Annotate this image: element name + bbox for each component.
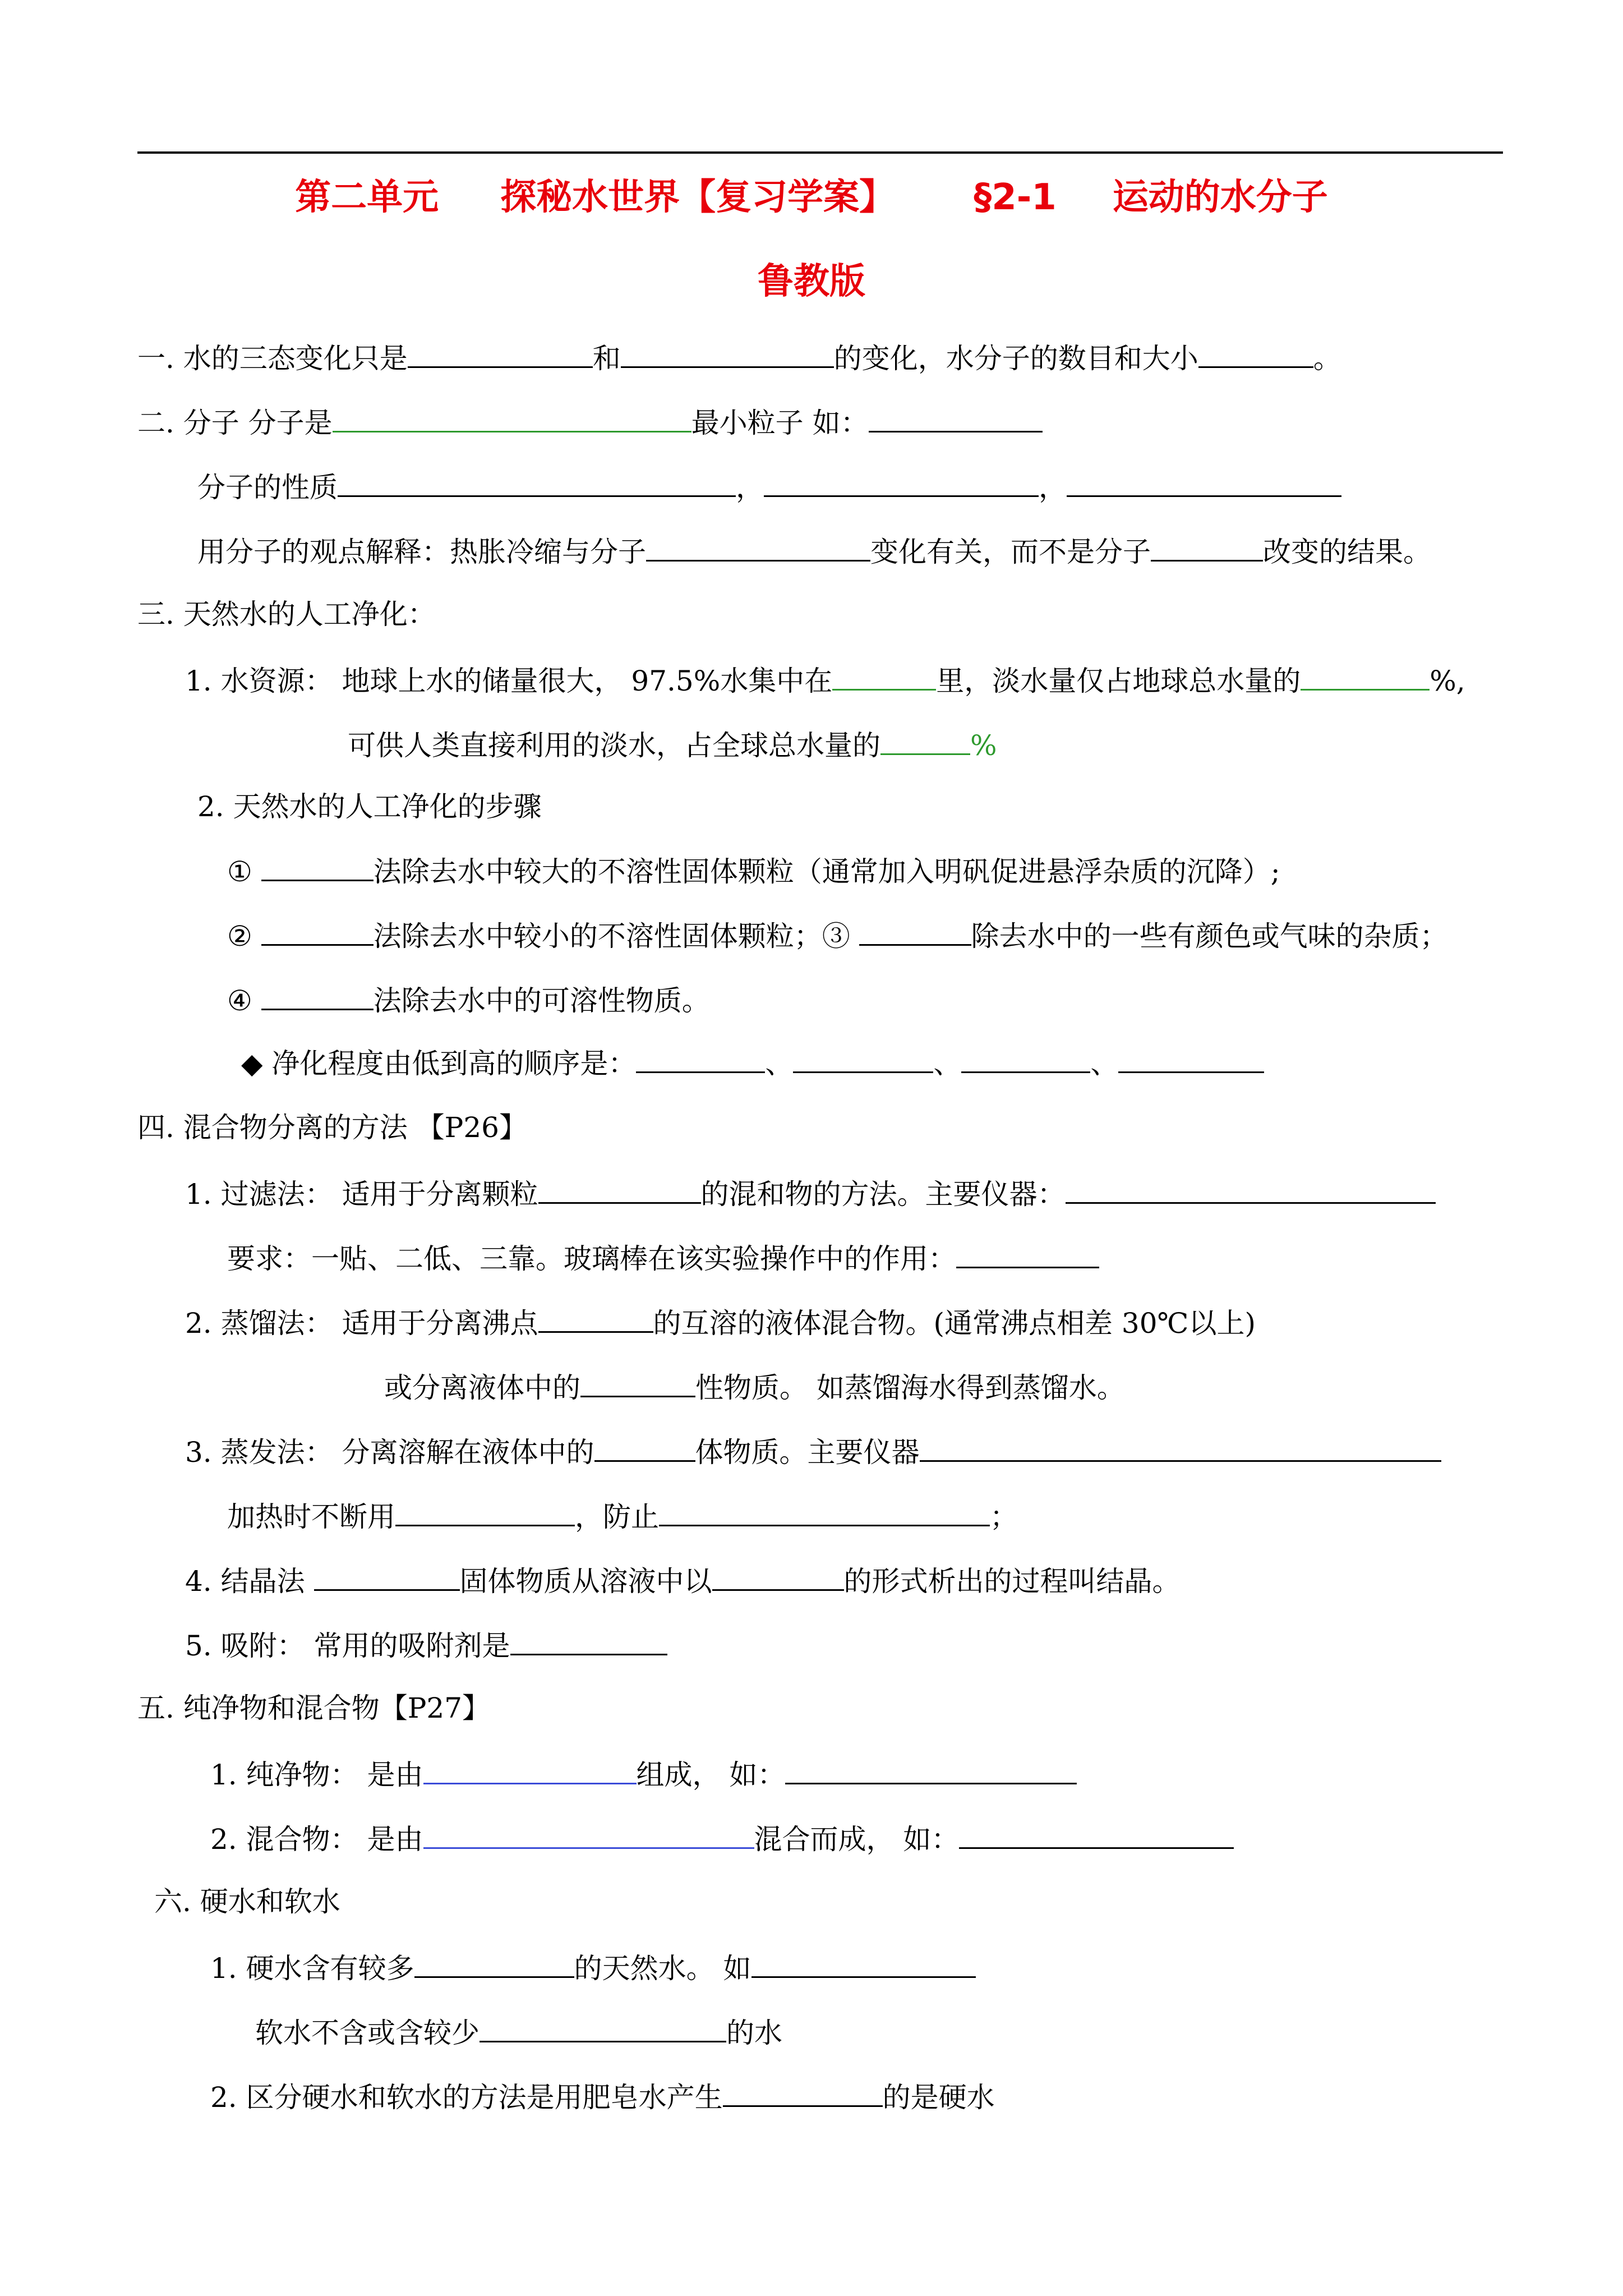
- blank[interactable]: [261, 982, 374, 1010]
- blank[interactable]: [751, 1949, 976, 1978]
- fresh-water: 可供人类直接利用的淡水，占全球总水量的 %: [348, 726, 997, 762]
- blank[interactable]: [423, 1756, 637, 1784]
- blank[interactable]: [538, 1175, 701, 1204]
- blank[interactable]: [580, 1369, 695, 1397]
- pure-substance: 1. 纯净物： 是由 组成， 如：: [210, 1756, 1077, 1792]
- blank[interactable]: [646, 533, 870, 562]
- molecule-properties: 分子的性质 ， ，: [197, 468, 1341, 504]
- blank[interactable]: [1067, 468, 1341, 497]
- evaporation-2: 加热时不断用 ，防止 ；: [227, 1498, 1018, 1534]
- title-theme: 探秘水世界【复习学案】: [500, 177, 896, 218]
- section-6-heading: 六. 硬水和软水: [154, 1885, 340, 1918]
- water-resources: 1. 水资源： 地球上水的储量很大， 97.5%水集中在 里，淡水量仅占地球总水量的 %,: [185, 662, 1465, 698]
- step-2-3: ② 法除去水中较小的不溶性固体颗粒；③ 除去水中的一些有颜色或气味的杂质；: [227, 917, 1448, 953]
- blank[interactable]: [314, 1562, 460, 1591]
- blank[interactable]: [261, 853, 374, 881]
- blank[interactable]: [723, 2078, 883, 2107]
- blank[interactable]: [594, 1433, 695, 1462]
- blank[interactable]: [832, 662, 936, 691]
- blank[interactable]: [880, 726, 970, 755]
- blank[interactable]: [961, 1045, 1090, 1073]
- blank[interactable]: [338, 468, 736, 497]
- question-2: 二. 分子 分子是 最小粒子 如：: [137, 404, 1043, 440]
- distinguish-water: 2. 区分硬水和软水的方法是用肥皂水产生 的是硬水: [210, 2078, 995, 2114]
- title-unit: 第二单元: [295, 177, 439, 218]
- title-topic: 运动的水分子: [1112, 177, 1328, 218]
- blank[interactable]: [959, 1820, 1234, 1849]
- blank[interactable]: [793, 1045, 933, 1073]
- blank[interactable]: [1066, 1175, 1436, 1204]
- blank[interactable]: [408, 339, 593, 368]
- document-subtitle: 鲁教版: [758, 261, 865, 302]
- blank[interactable]: [636, 1045, 765, 1073]
- filtration: 1. 过滤法： 适用于分离颗粒 的混和物的方法。主要仪器：: [185, 1175, 1436, 1211]
- adsorption: 5. 吸附： 常用的吸附剂是: [185, 1627, 667, 1663]
- blank[interactable]: [414, 1949, 574, 1978]
- blank[interactable]: [1198, 339, 1313, 368]
- mixture: 2. 混合物： 是由 混合而成， 如：: [210, 1820, 1234, 1856]
- blank[interactable]: [538, 1304, 653, 1333]
- blank[interactable]: [785, 1756, 1077, 1784]
- blank[interactable]: [659, 1498, 990, 1526]
- blank[interactable]: [859, 917, 971, 946]
- molecule-explanation: 用分子的观点解释：热胀冷缩与分子 变化有关，而不是分子 改变的结果。: [197, 533, 1431, 569]
- blank[interactable]: [920, 1433, 1441, 1462]
- step-1: ① 法除去水中较大的不溶性固体颗粒（通常加入明矾促进悬浮杂质的沉降）;: [227, 853, 1280, 889]
- purification-order: ◆ 净化程度由低到高的顺序是： 、 、 、: [241, 1045, 1264, 1080]
- blank[interactable]: [764, 468, 1039, 497]
- blank[interactable]: [395, 1498, 575, 1526]
- section-3-heading: 三. 天然水的人工净化：: [137, 598, 436, 631]
- blank[interactable]: [621, 339, 834, 368]
- blank[interactable]: [423, 1820, 754, 1849]
- blank[interactable]: [510, 1627, 667, 1655]
- crystallization: 4. 结晶法 固体物质从溶液中以 的形式析出的过程叫结晶。: [185, 1562, 1181, 1598]
- blank[interactable]: [261, 917, 374, 946]
- hard-water: 1. 硬水含有较多 的天然水。 如: [210, 1949, 976, 1985]
- section-5-heading: 五. 纯净物和混合物【P27】: [137, 1692, 491, 1724]
- blank[interactable]: [479, 2014, 726, 2042]
- blank[interactable]: [869, 404, 1043, 432]
- soft-water: 软水不含或含较少 的水: [255, 2014, 782, 2050]
- purification-steps-heading: 2. 天然水的人工净化的步骤: [197, 790, 542, 823]
- step-4: ④ 法除去水中的可溶性物质。: [227, 982, 710, 1018]
- evaporation: 3. 蒸发法： 分离溶解在液体中的 体物质。主要仪器: [185, 1433, 1441, 1469]
- blank[interactable]: [1118, 1045, 1264, 1073]
- distillation: 2. 蒸馏法： 适用于分离沸点 的互溶的液体混合物。(通常沸点相差 30℃以上): [185, 1304, 1256, 1340]
- header-rule: [137, 151, 1503, 154]
- blank[interactable]: [956, 1240, 1099, 1268]
- title-section: §2-1: [974, 177, 1057, 218]
- filtration-requirements: 要求：一贴、二低、三靠。玻璃棒在该实验操作中的作用：: [227, 1240, 1099, 1276]
- blank[interactable]: [712, 1562, 844, 1591]
- document-title: [0, 168, 1623, 220]
- blank[interactable]: [333, 404, 691, 432]
- blank[interactable]: [1301, 662, 1430, 691]
- section-4-heading: 四. 混合物分离的方法 【P26】: [137, 1111, 527, 1144]
- distillation-2: 或分离液体中的 性物质。 如蒸馏海水得到蒸馏水。: [384, 1369, 1125, 1405]
- question-1: 一. 水的三态变化只是 和 的变化，水分子的数目和大小 。: [137, 339, 1341, 375]
- blank[interactable]: [1151, 533, 1263, 562]
